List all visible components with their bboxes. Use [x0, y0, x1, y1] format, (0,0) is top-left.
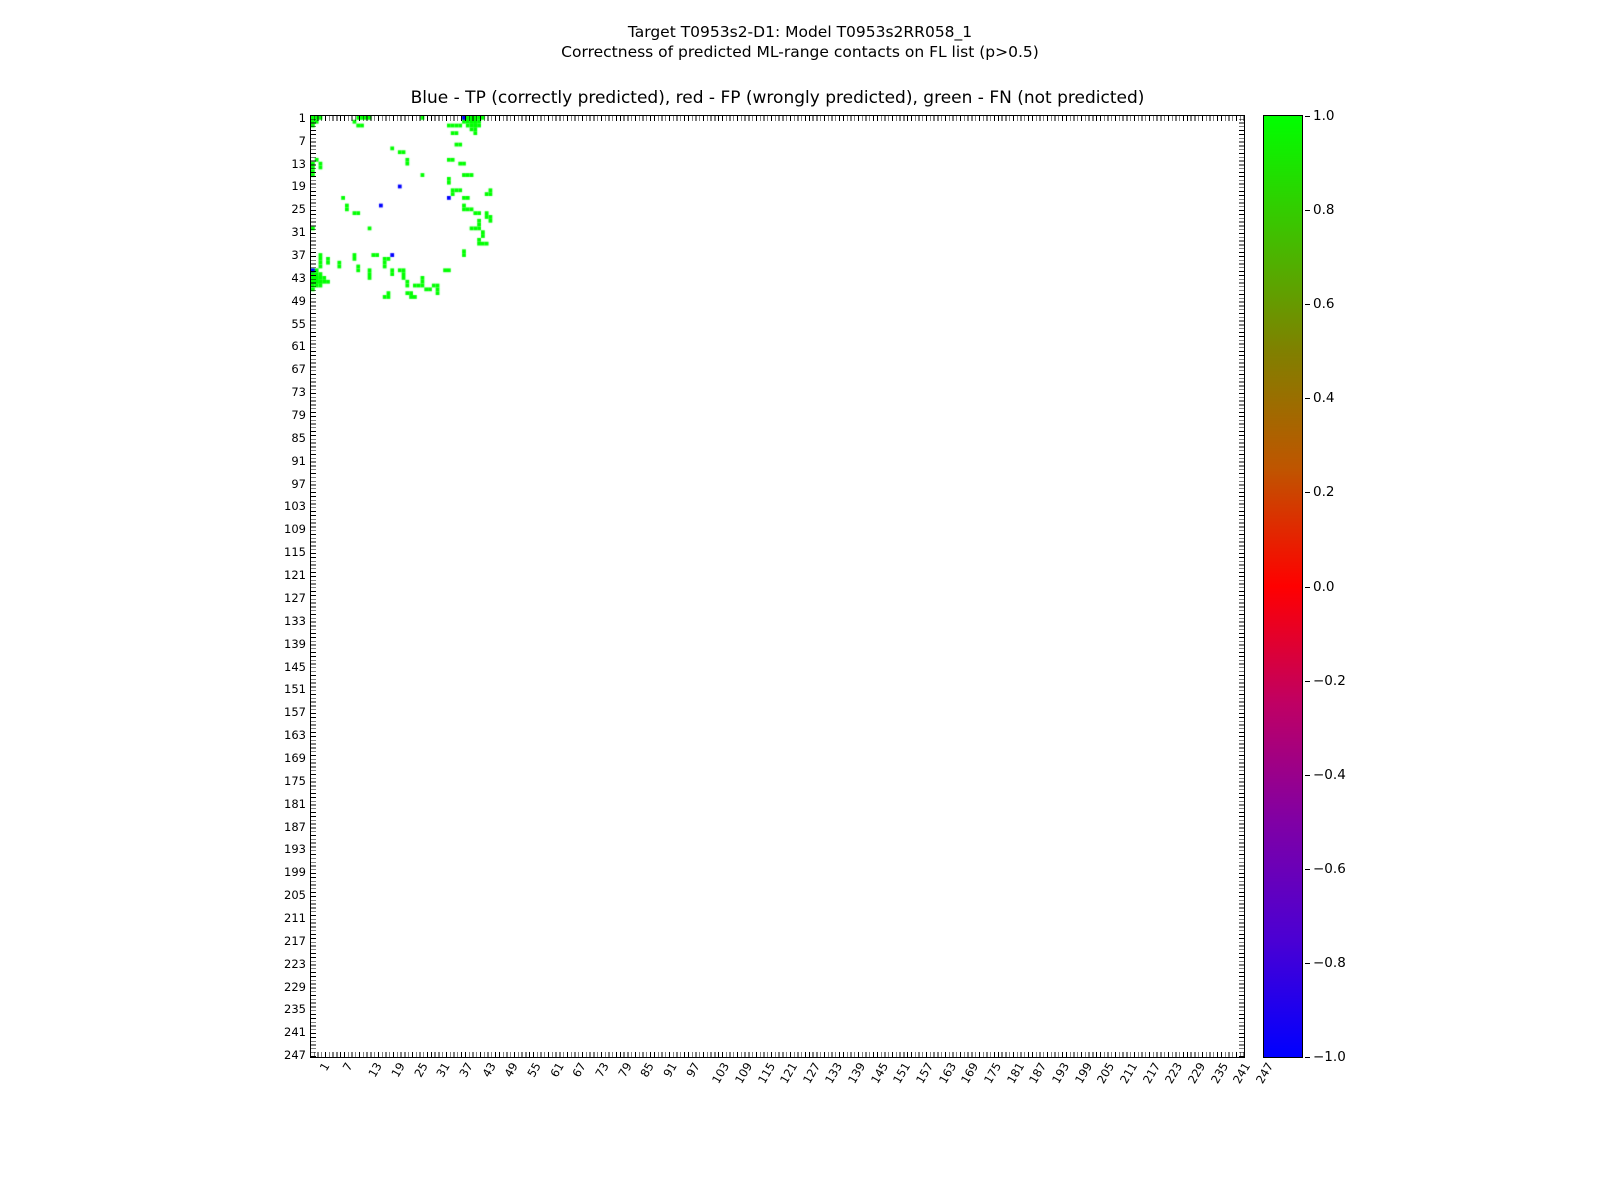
colorbar-tick-mark	[1305, 1057, 1310, 1058]
contact-map-canvas	[311, 116, 1244, 1057]
x-tick-label: 163	[935, 1060, 959, 1087]
y-tick-label: 85	[291, 430, 306, 445]
x-tick-label: 169	[958, 1060, 982, 1087]
y-axis-tick-labels	[258, 110, 306, 1063]
y-tick-label: 175	[284, 773, 306, 788]
y-tick-label: 7	[298, 133, 306, 148]
x-tick-label: 157	[913, 1060, 937, 1087]
colorbar-tick-mark	[1305, 304, 1310, 305]
y-tick-label: 181	[284, 796, 306, 811]
y-tick-label: 49	[291, 293, 306, 308]
y-tick-label: 55	[291, 316, 306, 331]
colorbar-tick-mark	[1305, 398, 1310, 399]
y-tick-label: 199	[284, 865, 306, 880]
colorbar-tick-label: 0.8	[1313, 202, 1335, 219]
x-tick-label: 187	[1026, 1060, 1050, 1087]
x-tick-label: 241	[1230, 1060, 1254, 1087]
y-tick-label: 19	[291, 179, 306, 194]
x-tick-label: 37	[456, 1060, 476, 1080]
y-tick-label: 169	[284, 750, 306, 765]
x-tick-label: 211	[1117, 1060, 1141, 1087]
colorbar-tick-mark	[1305, 116, 1310, 117]
colorbar-tick-mark	[1305, 775, 1310, 776]
y-tick-label: 109	[284, 522, 306, 537]
y-tick-label: 67	[291, 362, 306, 377]
x-tick-label: 109	[731, 1060, 755, 1087]
suptitle-line-2: Correctness of predicted ML-range contacts on FL list (p>0.5)	[561, 43, 1039, 61]
y-tick-label: 97	[291, 476, 306, 491]
colorbar-tick-mark	[1305, 963, 1310, 964]
x-tick-label: 127	[799, 1060, 823, 1087]
y-tick-label: 193	[284, 842, 306, 857]
y-tick-label: 121	[284, 568, 306, 583]
x-tick-label: 133	[822, 1060, 846, 1087]
x-tick-label: 139	[845, 1060, 869, 1087]
colorbar-tick-label: 1.0	[1313, 108, 1335, 124]
y-tick-label: 31	[291, 225, 306, 240]
x-tick-label: 19	[388, 1060, 408, 1080]
x-tick-label: 193	[1049, 1060, 1073, 1087]
suptitle-line-1: Target T0953s2-D1: Model T0953s2RR058_1	[627, 23, 973, 41]
x-tick-label: 175	[981, 1060, 1005, 1087]
colorbar-tick-label: −1.0	[1313, 1049, 1346, 1065]
colorbar-tick-label: −0.8	[1313, 954, 1346, 971]
x-tick-label: 7	[339, 1060, 355, 1074]
y-tick-label: 73	[291, 385, 306, 400]
y-tick-label: 151	[284, 682, 306, 697]
x-tick-label: 247	[1253, 1060, 1277, 1087]
colorbar-tick-mark	[1305, 587, 1310, 588]
x-tick-label: 79	[614, 1060, 635, 1080]
x-tick-label: 73	[592, 1060, 612, 1080]
x-tick-label: 115	[754, 1060, 778, 1087]
colorbar-tick-label: 0.0	[1313, 578, 1335, 595]
colorbar-tick-labels	[1305, 108, 1365, 1065]
x-tick-label: 97	[682, 1060, 703, 1080]
x-tick-label: 49	[501, 1060, 521, 1080]
y-tick-label: 25	[291, 202, 306, 217]
y-tick-label: 61	[291, 339, 306, 354]
x-tick-label: 145	[867, 1060, 891, 1087]
x-tick-label: 205	[1094, 1060, 1118, 1087]
x-tick-label: 85	[637, 1060, 657, 1080]
y-tick-label: 115	[284, 545, 306, 560]
colorbar-tick-label: −0.2	[1313, 672, 1346, 689]
colorbar-tick-mark	[1305, 681, 1310, 682]
colorbar-tick-label: 0.2	[1313, 484, 1335, 501]
y-tick-label: 133	[284, 613, 306, 628]
y-tick-label: 229	[284, 979, 306, 994]
colorbar-tick-label: −0.4	[1313, 766, 1346, 783]
y-tick-label: 211	[284, 910, 306, 925]
x-tick-label: 13	[365, 1060, 385, 1080]
contact-map-plot	[310, 115, 1245, 1058]
y-tick-label: 1	[298, 110, 306, 125]
y-tick-label: 235	[284, 1002, 306, 1017]
colorbar-tick-label: −0.6	[1313, 860, 1346, 877]
colorbar-tick-mark	[1305, 210, 1310, 211]
x-tick-label: 1	[316, 1060, 333, 1074]
x-tick-label: 61	[546, 1060, 567, 1080]
y-tick-label: 37	[291, 248, 306, 263]
x-tick-label: 199	[1071, 1060, 1095, 1087]
y-tick-label: 187	[284, 819, 306, 834]
x-tick-label: 151	[890, 1060, 914, 1087]
colorbar	[1263, 115, 1303, 1058]
x-tick-label: 103	[709, 1060, 733, 1087]
y-tick-label: 43	[291, 270, 306, 285]
y-tick-label: 145	[284, 659, 306, 674]
y-tick-label: 103	[284, 499, 306, 514]
y-tick-label: 79	[291, 408, 306, 423]
y-tick-label: 163	[284, 728, 306, 743]
x-tick-label: 229	[1185, 1060, 1209, 1087]
y-tick-label: 205	[284, 888, 306, 903]
x-tick-label: 121	[777, 1060, 801, 1087]
y-tick-label: 223	[284, 956, 306, 971]
y-tick-label: 127	[284, 590, 306, 605]
x-axis-tick-labels	[310, 1060, 1277, 1120]
x-tick-label: 25	[410, 1060, 431, 1080]
x-tick-label: 217	[1139, 1060, 1163, 1087]
x-tick-label: 67	[569, 1060, 589, 1080]
x-tick-label: 181	[1003, 1060, 1027, 1087]
x-tick-label: 91	[660, 1060, 680, 1080]
colorbar-tick-mark	[1305, 492, 1310, 493]
y-tick-label: 217	[284, 933, 306, 948]
colorbar-tick-label: 0.4	[1313, 390, 1335, 407]
y-tick-label: 247	[284, 1048, 306, 1063]
y-tick-label: 139	[284, 636, 306, 651]
y-tick-label: 241	[284, 1025, 306, 1040]
x-tick-label: 55	[524, 1060, 544, 1080]
x-tick-label: 31	[433, 1060, 453, 1080]
colorbar-tick-mark	[1305, 869, 1310, 870]
x-tick-label: 43	[478, 1060, 499, 1080]
y-tick-label: 157	[284, 705, 306, 720]
y-tick-label: 91	[291, 453, 306, 468]
x-tick-label: 223	[1162, 1060, 1186, 1087]
axes-title: Blue - TP (correctly predicted), red - FP (wrongly predicted), green - FN (not predicted)	[410, 88, 1145, 108]
x-tick-label: 235	[1207, 1060, 1231, 1087]
colorbar-tick-label: 0.6	[1313, 296, 1335, 313]
y-tick-label: 13	[291, 156, 306, 171]
